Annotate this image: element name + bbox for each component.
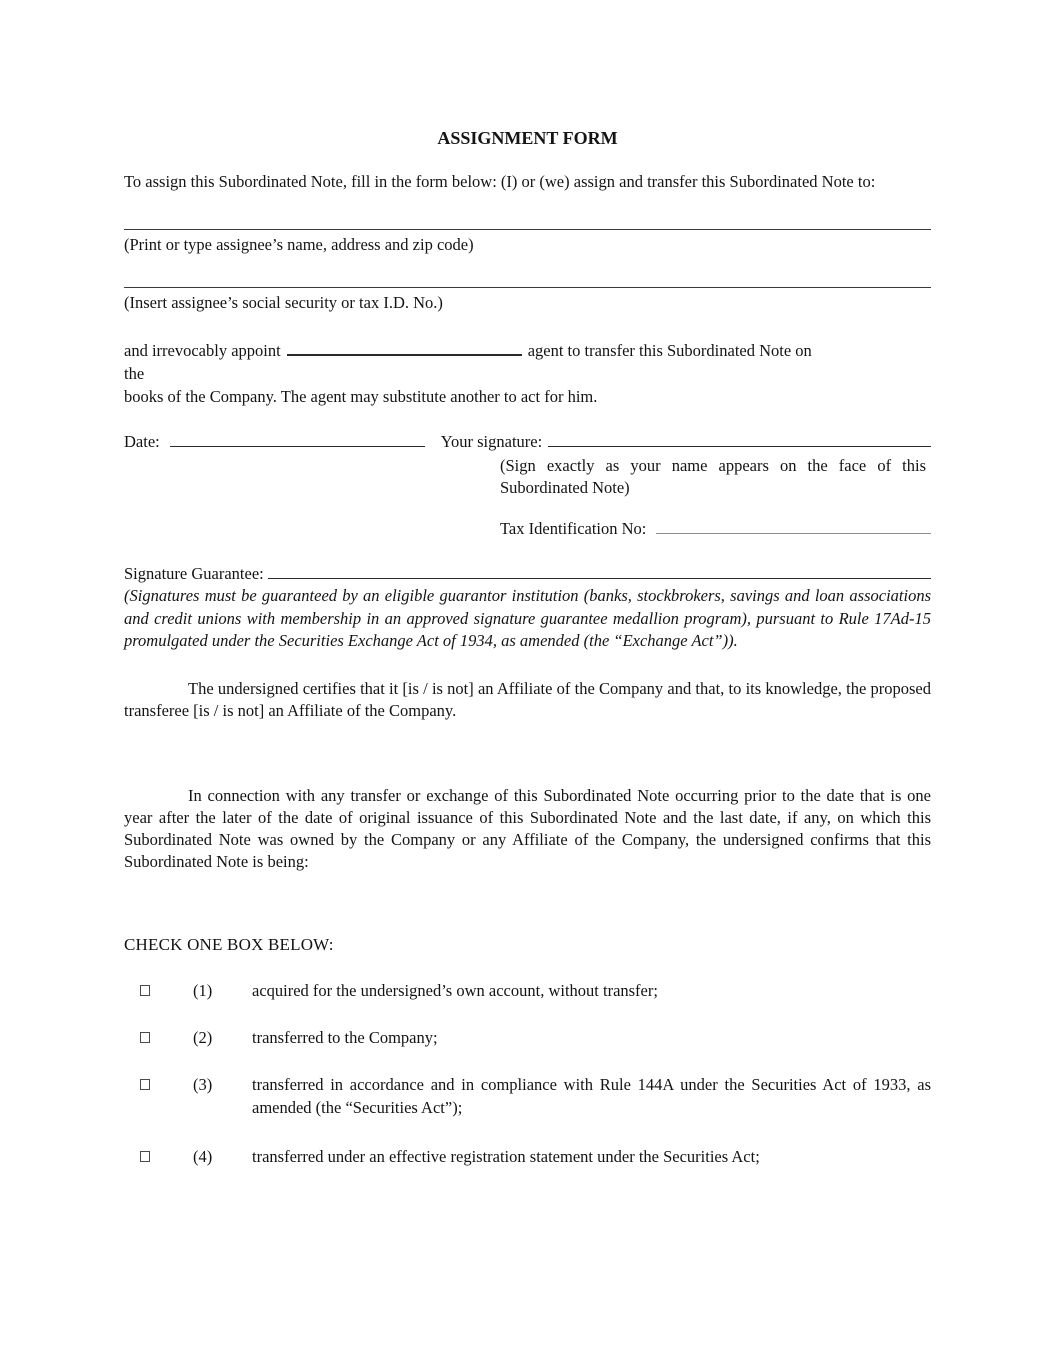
your-signature-label: Your signature: [440,432,543,451]
check-item-4 [124,1145,931,1168]
tax-id-row [500,518,931,540]
sign-note: (Sign exactly as your name appears on the face of this Subordinated Note) [500,456,926,497]
signature-guarantee-row [124,563,931,585]
appointment-suffix: agent to transfer this Subordinated Note on [527,341,812,360]
checkbox-2-icon[interactable] [140,1032,150,1043]
check-item-2-text: transferred to the Company; [252,1027,438,1047]
tax-id-field-line[interactable] [656,520,931,534]
agent-name-field-line[interactable] [287,342,522,356]
tax-id-label: Tax Identification No: [500,519,647,538]
date-label: Date: [124,432,160,451]
assignee-name-caption: (Print or type assignee’s name, address and zip code) [124,235,474,254]
assignee-name-write-line[interactable] [124,229,931,230]
check-item-3-text: transferred in accordance and in compliance with Rule 144A under the Securities Act of 1933, as amended (the “Securities Act”); [252,1074,931,1117]
date-field-line[interactable] [170,433,425,447]
certification-paragraph: The undersigned certifies that it [is / is not] an Affiliate of the Company and that, to its knowledge, the proposed transferee [is / is not] an Affiliate of the Company. [124,678,931,720]
checkbox-1-icon[interactable] [140,985,150,996]
check-item-2 [124,1026,931,1049]
assignee-tax-id-write-line[interactable] [124,287,931,288]
check-item-1-number: (1) [193,980,213,1000]
check-item-3 [124,1073,931,1119]
appointment-line2: the [124,364,145,383]
check-item-1 [124,979,931,1002]
assignee-tax-id-caption: (Insert assignee’s social security or tax I.D. No.) [124,293,443,312]
transfer-notice-paragraph: In connection with any transfer or exchange of this Subordinated Note occurring prior to the date that is one year after the later of the date of original issuance of this Subordinated Note and the last date, if any, on which this Subordinated Note was owned by the Company or any Affiliate of the Company, the undersigned confirms that this Subordinated Note is being: [124,785,931,871]
appointment-line3: books of the Company. The agent may substitute another to act for him. [124,387,598,406]
check-item-2-number: (2) [193,1027,213,1047]
check-one-box-heading: CHECK ONE BOX BELOW: [124,934,334,954]
intro-paragraph: To assign this Subordinated Note, fill in the form below: (I) or (we) assign and transfer this Subordinated Note to: [124,172,876,191]
check-item-4-text: transferred under an effective registration statement under the Securities Act; [252,1146,760,1166]
date-signature-row [124,431,931,453]
check-item-4-number: (4) [193,1146,213,1166]
signature-guarantee-label: Signature Guarantee: [124,564,264,583]
checkbox-4-icon[interactable] [140,1151,150,1162]
appointment-prefix: and irrevocably appoint [124,341,281,360]
checkbox-3-icon[interactable] [140,1079,150,1090]
guarantee-note: (Signatures must be guaranteed by an eligible guarantor institution (banks, stockbrokers, savings and loan associations and credit unions with membership in an approved signature guarantee medallion program), pursuant to Rule 17Ad-15 promulgated under the Securities Exchange Act of 1934, as amended (the “Exchange Act”)). [124,586,931,650]
appointment-paragraph [124,339,931,408]
signature-guarantee-field-line[interactable] [268,565,931,579]
signature-field-line[interactable] [548,433,931,447]
check-item-3-number: (3) [193,1074,213,1094]
check-item-1-text: acquired for the undersigned’s own account, without transfer; [252,980,658,1000]
page-title: ASSIGNMENT FORM [437,128,618,148]
